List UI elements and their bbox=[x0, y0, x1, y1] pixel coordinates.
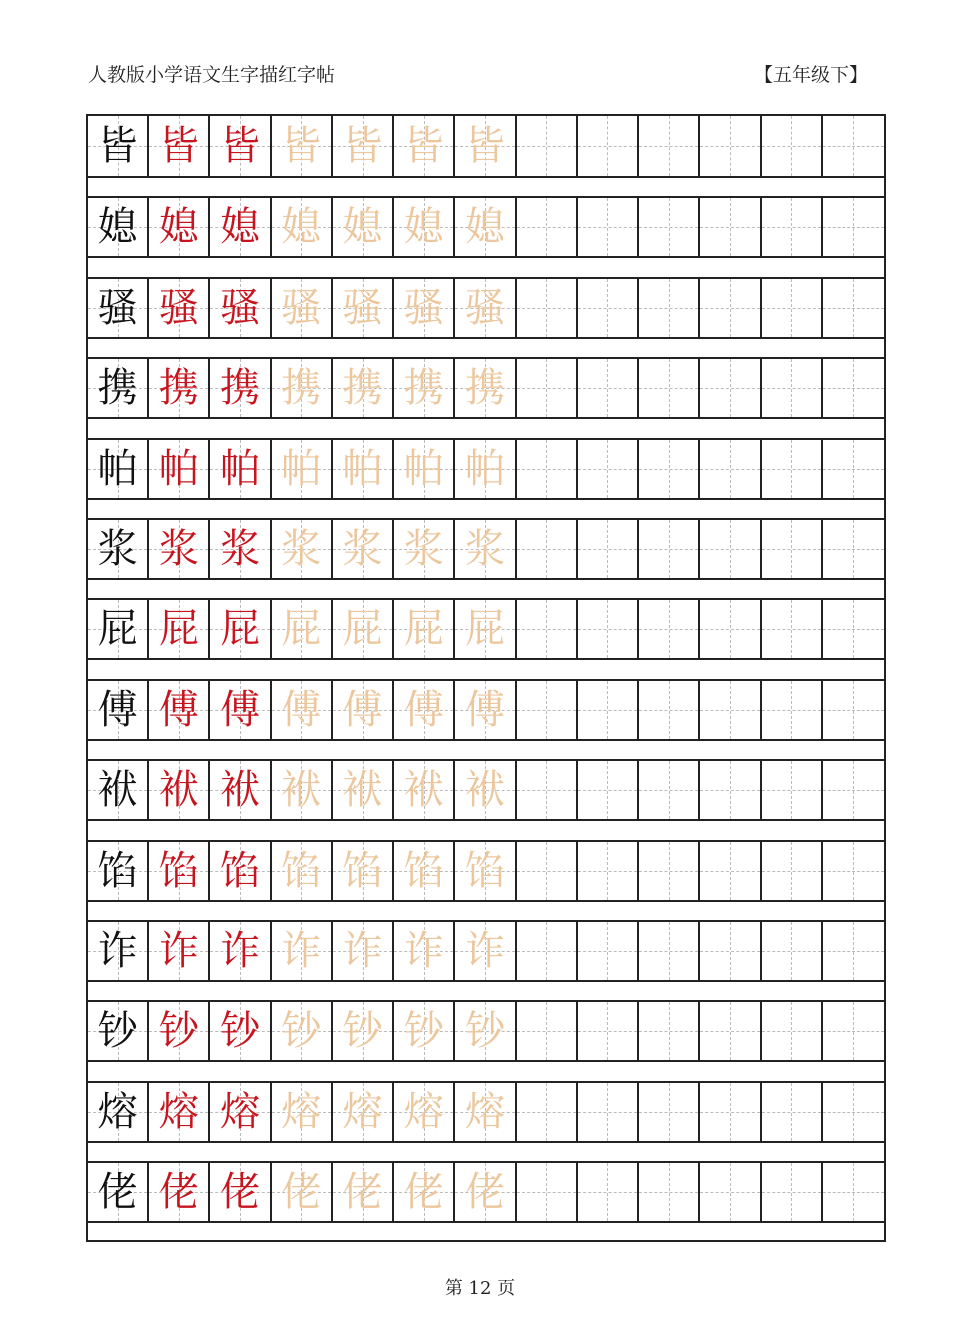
blank-practice-cell bbox=[639, 600, 700, 658]
character-glyph: 馅 bbox=[220, 847, 261, 894]
trace-char-cell bbox=[333, 1163, 394, 1221]
character-glyph: 携 bbox=[220, 365, 261, 412]
character-glyph: 携 bbox=[342, 365, 383, 412]
blank-practice-cell bbox=[517, 198, 578, 256]
character-glyph: 浆 bbox=[342, 526, 383, 572]
trace-char-cell bbox=[394, 761, 455, 819]
red-char-cell bbox=[149, 1163, 210, 1221]
character-glyph: 携 bbox=[281, 365, 322, 412]
model-char-cell bbox=[88, 359, 149, 417]
trace-char-cell bbox=[394, 520, 455, 578]
model-char-cell bbox=[88, 279, 149, 337]
trace-char-cell bbox=[394, 1083, 455, 1141]
practice-row bbox=[88, 277, 884, 339]
blank-practice-cell bbox=[762, 279, 823, 337]
blank-practice-cell bbox=[823, 198, 884, 256]
character-glyph: 帕 bbox=[97, 445, 138, 492]
character-glyph: 携 bbox=[97, 365, 138, 412]
practice-grid bbox=[86, 114, 886, 1242]
trace-char-cell bbox=[455, 681, 516, 739]
blank-practice-cell bbox=[700, 681, 761, 739]
character-glyph: 皆 bbox=[220, 123, 261, 169]
character-glyph: 傅 bbox=[342, 686, 383, 733]
character-glyph: 熔 bbox=[281, 1088, 322, 1135]
trace-char-cell bbox=[394, 198, 455, 256]
character-glyph: 钞 bbox=[97, 1008, 138, 1055]
character-glyph: 馅 bbox=[403, 847, 444, 894]
trace-char-cell bbox=[272, 440, 333, 498]
character-glyph: 屁 bbox=[220, 606, 261, 653]
trace-char-cell bbox=[455, 359, 516, 417]
blank-practice-cell bbox=[700, 1163, 761, 1221]
character-glyph: 皆 bbox=[464, 123, 505, 169]
practice-row bbox=[88, 518, 884, 580]
character-glyph: 袱 bbox=[158, 767, 199, 814]
character-glyph: 皆 bbox=[281, 123, 322, 169]
character-glyph: 媳 bbox=[464, 204, 505, 251]
blank-practice-cell bbox=[578, 600, 639, 658]
blank-practice-cell bbox=[639, 922, 700, 980]
trace-char-cell bbox=[333, 922, 394, 980]
trace-char-cell bbox=[455, 761, 516, 819]
character-glyph: 诈 bbox=[97, 928, 138, 974]
character-glyph: 皆 bbox=[403, 123, 444, 169]
blank-practice-cell bbox=[823, 520, 884, 578]
character-glyph: 浆 bbox=[158, 526, 199, 572]
trace-char-cell bbox=[394, 279, 455, 337]
character-glyph: 诈 bbox=[158, 928, 199, 974]
character-glyph: 浆 bbox=[403, 526, 444, 572]
red-char-cell bbox=[210, 198, 271, 256]
character-glyph: 诈 bbox=[342, 928, 383, 974]
blank-practice-cell bbox=[578, 922, 639, 980]
page-number: 第 12 页 bbox=[444, 1278, 516, 1299]
practice-row bbox=[88, 196, 884, 258]
practice-row bbox=[88, 598, 884, 660]
trace-char-cell bbox=[272, 198, 333, 256]
trace-char-cell bbox=[333, 1002, 394, 1060]
blank-practice-cell bbox=[700, 279, 761, 337]
blank-practice-cell bbox=[578, 440, 639, 498]
blank-practice-cell bbox=[823, 600, 884, 658]
character-glyph: 骚 bbox=[220, 284, 261, 331]
red-char-cell bbox=[210, 359, 271, 417]
blank-practice-cell bbox=[517, 1163, 578, 1221]
blank-practice-cell bbox=[762, 600, 823, 658]
red-char-cell bbox=[149, 1083, 210, 1141]
blank-practice-cell bbox=[517, 761, 578, 819]
character-glyph: 馅 bbox=[158, 847, 199, 894]
character-glyph: 佬 bbox=[97, 1169, 138, 1216]
trace-char-cell bbox=[333, 842, 394, 900]
character-glyph: 媳 bbox=[220, 204, 261, 251]
trace-char-cell bbox=[455, 922, 516, 980]
character-glyph: 屁 bbox=[158, 606, 199, 653]
blank-practice-cell bbox=[762, 842, 823, 900]
character-glyph: 袱 bbox=[281, 767, 322, 814]
blank-practice-cell bbox=[700, 600, 761, 658]
blank-practice-cell bbox=[517, 600, 578, 658]
red-char-cell bbox=[149, 761, 210, 819]
blank-practice-cell bbox=[578, 279, 639, 337]
blank-practice-cell bbox=[578, 681, 639, 739]
blank-practice-cell bbox=[700, 1002, 761, 1060]
blank-practice-cell bbox=[762, 359, 823, 417]
trace-char-cell bbox=[333, 116, 394, 176]
practice-row bbox=[88, 357, 884, 419]
red-char-cell bbox=[210, 279, 271, 337]
character-glyph: 屁 bbox=[464, 606, 505, 653]
blank-practice-cell bbox=[517, 440, 578, 498]
character-glyph: 馅 bbox=[281, 847, 322, 894]
practice-row bbox=[88, 1161, 884, 1223]
practice-row bbox=[88, 438, 884, 500]
blank-practice-cell bbox=[762, 922, 823, 980]
blank-practice-cell bbox=[823, 1002, 884, 1060]
trace-char-cell bbox=[272, 922, 333, 980]
red-char-cell bbox=[210, 1002, 271, 1060]
character-glyph: 媳 bbox=[158, 204, 199, 251]
blank-practice-cell bbox=[762, 1083, 823, 1141]
trace-char-cell bbox=[455, 842, 516, 900]
character-glyph: 携 bbox=[464, 365, 505, 412]
blank-practice-cell bbox=[700, 1083, 761, 1141]
trace-char-cell bbox=[333, 440, 394, 498]
trace-char-cell bbox=[272, 359, 333, 417]
practice-row bbox=[88, 679, 884, 741]
character-glyph: 骚 bbox=[281, 284, 322, 331]
blank-practice-cell bbox=[762, 681, 823, 739]
practice-row bbox=[88, 1000, 884, 1062]
trace-char-cell bbox=[455, 600, 516, 658]
model-char-cell bbox=[88, 1083, 149, 1141]
character-glyph: 傅 bbox=[97, 686, 138, 733]
red-char-cell bbox=[149, 922, 210, 980]
character-glyph: 帕 bbox=[220, 445, 261, 492]
trace-char-cell bbox=[333, 600, 394, 658]
character-glyph: 诈 bbox=[220, 928, 261, 974]
trace-char-cell bbox=[272, 1002, 333, 1060]
trace-char-cell bbox=[272, 761, 333, 819]
model-char-cell bbox=[88, 116, 149, 176]
character-glyph: 骚 bbox=[342, 284, 383, 331]
blank-practice-cell bbox=[578, 761, 639, 819]
character-glyph: 傅 bbox=[158, 686, 199, 733]
trace-char-cell bbox=[394, 922, 455, 980]
blank-practice-cell bbox=[700, 922, 761, 980]
character-glyph: 熔 bbox=[158, 1088, 199, 1135]
character-glyph: 帕 bbox=[158, 445, 199, 492]
red-char-cell bbox=[149, 520, 210, 578]
red-char-cell bbox=[210, 681, 271, 739]
blank-practice-cell bbox=[639, 116, 700, 176]
model-char-cell bbox=[88, 922, 149, 980]
blank-practice-cell bbox=[639, 279, 700, 337]
trace-char-cell bbox=[272, 279, 333, 337]
trace-char-cell bbox=[394, 116, 455, 176]
trace-char-cell bbox=[455, 1163, 516, 1221]
trace-char-cell bbox=[455, 440, 516, 498]
character-glyph: 熔 bbox=[342, 1088, 383, 1135]
red-char-cell bbox=[149, 681, 210, 739]
blank-practice-cell bbox=[823, 1163, 884, 1221]
trace-char-cell bbox=[455, 279, 516, 337]
blank-practice-cell bbox=[517, 520, 578, 578]
character-glyph: 袱 bbox=[464, 767, 505, 814]
blank-practice-cell bbox=[700, 116, 761, 176]
model-char-cell bbox=[88, 600, 149, 658]
character-glyph: 屁 bbox=[97, 606, 138, 653]
blank-practice-cell bbox=[578, 842, 639, 900]
character-glyph: 袱 bbox=[403, 767, 444, 814]
trace-char-cell bbox=[394, 359, 455, 417]
practice-row bbox=[88, 116, 884, 178]
trace-char-cell bbox=[272, 520, 333, 578]
character-glyph: 帕 bbox=[403, 445, 444, 492]
character-glyph: 屁 bbox=[403, 606, 444, 653]
red-char-cell bbox=[149, 116, 210, 176]
character-glyph: 钞 bbox=[464, 1008, 505, 1055]
character-glyph: 媳 bbox=[281, 204, 322, 251]
character-glyph: 馅 bbox=[97, 847, 138, 894]
blank-practice-cell bbox=[517, 359, 578, 417]
model-char-cell bbox=[88, 761, 149, 819]
character-glyph: 骚 bbox=[464, 284, 505, 331]
character-glyph: 袱 bbox=[97, 767, 138, 814]
red-char-cell bbox=[149, 359, 210, 417]
character-glyph: 熔 bbox=[97, 1088, 138, 1135]
model-char-cell bbox=[88, 1002, 149, 1060]
character-glyph: 傅 bbox=[220, 686, 261, 733]
red-char-cell bbox=[149, 1002, 210, 1060]
red-char-cell bbox=[210, 1083, 271, 1141]
trace-char-cell bbox=[394, 1002, 455, 1060]
character-glyph: 傅 bbox=[281, 686, 322, 733]
blank-practice-cell bbox=[578, 359, 639, 417]
blank-practice-cell bbox=[700, 440, 761, 498]
blank-practice-cell bbox=[762, 198, 823, 256]
blank-practice-cell bbox=[517, 922, 578, 980]
trace-char-cell bbox=[272, 116, 333, 176]
trace-char-cell bbox=[455, 198, 516, 256]
character-glyph: 馅 bbox=[342, 847, 383, 894]
character-glyph: 皆 bbox=[158, 123, 199, 169]
red-char-cell bbox=[210, 761, 271, 819]
blank-practice-cell bbox=[578, 1002, 639, 1060]
trace-char-cell bbox=[333, 761, 394, 819]
trace-char-cell bbox=[333, 681, 394, 739]
blank-practice-cell bbox=[517, 842, 578, 900]
trace-char-cell bbox=[272, 681, 333, 739]
character-glyph: 媳 bbox=[403, 204, 444, 251]
character-glyph: 骚 bbox=[158, 284, 199, 331]
character-glyph: 骚 bbox=[403, 284, 444, 331]
character-glyph: 馅 bbox=[464, 847, 505, 894]
character-glyph: 浆 bbox=[220, 526, 261, 572]
trace-char-cell bbox=[455, 520, 516, 578]
blank-practice-cell bbox=[823, 116, 884, 176]
character-glyph: 熔 bbox=[220, 1088, 261, 1135]
blank-practice-cell bbox=[762, 1002, 823, 1060]
character-glyph: 佬 bbox=[342, 1169, 383, 1216]
practice-row bbox=[88, 1081, 884, 1143]
trace-char-cell bbox=[272, 1163, 333, 1221]
blank-practice-cell bbox=[639, 440, 700, 498]
trace-char-cell bbox=[394, 1163, 455, 1221]
character-glyph: 屁 bbox=[342, 606, 383, 653]
trace-char-cell bbox=[333, 279, 394, 337]
blank-practice-cell bbox=[517, 279, 578, 337]
blank-practice-cell bbox=[517, 1083, 578, 1141]
character-glyph: 佬 bbox=[403, 1169, 444, 1216]
character-glyph: 钞 bbox=[158, 1008, 199, 1055]
header-title: 人教版小学语文生字描红字帖 bbox=[88, 64, 336, 86]
blank-practice-cell bbox=[700, 761, 761, 819]
blank-practice-cell bbox=[823, 842, 884, 900]
red-char-cell bbox=[149, 600, 210, 658]
blank-practice-cell bbox=[517, 681, 578, 739]
character-glyph: 熔 bbox=[464, 1088, 505, 1135]
red-char-cell bbox=[210, 922, 271, 980]
character-glyph: 骚 bbox=[97, 284, 138, 331]
blank-practice-cell bbox=[639, 198, 700, 256]
trace-char-cell bbox=[333, 1083, 394, 1141]
character-glyph: 皆 bbox=[342, 123, 383, 169]
character-glyph: 媳 bbox=[97, 204, 138, 251]
character-glyph: 携 bbox=[158, 365, 199, 412]
character-glyph: 浆 bbox=[281, 526, 322, 572]
trace-char-cell bbox=[394, 600, 455, 658]
character-glyph: 帕 bbox=[464, 445, 505, 492]
trace-char-cell bbox=[272, 600, 333, 658]
blank-practice-cell bbox=[639, 1002, 700, 1060]
model-char-cell bbox=[88, 842, 149, 900]
blank-practice-cell bbox=[578, 520, 639, 578]
practice-row bbox=[88, 759, 884, 821]
model-char-cell bbox=[88, 1163, 149, 1221]
character-glyph: 浆 bbox=[97, 526, 138, 572]
red-char-cell bbox=[210, 116, 271, 176]
character-glyph: 傅 bbox=[464, 686, 505, 733]
character-glyph: 钞 bbox=[220, 1008, 261, 1055]
character-glyph: 帕 bbox=[342, 445, 383, 492]
blank-practice-cell bbox=[578, 198, 639, 256]
character-glyph: 傅 bbox=[403, 686, 444, 733]
model-char-cell bbox=[88, 198, 149, 256]
blank-practice-cell bbox=[639, 1163, 700, 1221]
trace-char-cell bbox=[333, 198, 394, 256]
character-glyph: 屁 bbox=[281, 606, 322, 653]
character-glyph: 钞 bbox=[342, 1008, 383, 1055]
red-char-cell bbox=[149, 198, 210, 256]
character-glyph: 钞 bbox=[403, 1008, 444, 1055]
blank-practice-cell bbox=[762, 520, 823, 578]
blank-practice-cell bbox=[762, 440, 823, 498]
blank-practice-cell bbox=[823, 279, 884, 337]
blank-practice-cell bbox=[639, 681, 700, 739]
character-glyph: 帕 bbox=[281, 445, 322, 492]
trace-char-cell bbox=[455, 1002, 516, 1060]
character-glyph: 浆 bbox=[464, 526, 505, 572]
blank-practice-cell bbox=[517, 116, 578, 176]
red-char-cell bbox=[149, 842, 210, 900]
trace-char-cell bbox=[333, 520, 394, 578]
grade-label: 【五年级下】 bbox=[753, 64, 868, 86]
blank-practice-cell bbox=[578, 1163, 639, 1221]
blank-practice-cell bbox=[639, 359, 700, 417]
practice-row bbox=[88, 840, 884, 902]
blank-practice-cell bbox=[823, 922, 884, 980]
red-char-cell bbox=[210, 1163, 271, 1221]
character-glyph: 佬 bbox=[464, 1169, 505, 1216]
blank-practice-cell bbox=[823, 681, 884, 739]
practice-row bbox=[88, 920, 884, 982]
blank-practice-cell bbox=[700, 842, 761, 900]
character-glyph: 皆 bbox=[97, 123, 138, 169]
character-glyph: 袱 bbox=[220, 767, 261, 814]
blank-practice-cell bbox=[578, 1083, 639, 1141]
blank-practice-cell bbox=[639, 842, 700, 900]
character-glyph: 诈 bbox=[403, 928, 444, 974]
red-char-cell bbox=[210, 600, 271, 658]
red-char-cell bbox=[210, 842, 271, 900]
character-glyph: 诈 bbox=[464, 928, 505, 974]
blank-practice-cell bbox=[762, 1163, 823, 1221]
blank-practice-cell bbox=[578, 116, 639, 176]
trace-char-cell bbox=[394, 440, 455, 498]
trace-char-cell bbox=[272, 1083, 333, 1141]
model-char-cell bbox=[88, 681, 149, 739]
blank-practice-cell bbox=[762, 761, 823, 819]
model-char-cell bbox=[88, 440, 149, 498]
blank-practice-cell bbox=[639, 761, 700, 819]
character-glyph: 佬 bbox=[158, 1169, 199, 1216]
trace-char-cell bbox=[333, 359, 394, 417]
blank-practice-cell bbox=[823, 440, 884, 498]
blank-practice-cell bbox=[639, 520, 700, 578]
blank-practice-cell bbox=[762, 116, 823, 176]
blank-practice-cell bbox=[823, 1083, 884, 1141]
blank-practice-cell bbox=[700, 359, 761, 417]
character-glyph: 诈 bbox=[281, 928, 322, 974]
character-glyph: 熔 bbox=[403, 1088, 444, 1135]
character-glyph: 袱 bbox=[342, 767, 383, 814]
red-char-cell bbox=[149, 279, 210, 337]
blank-practice-cell bbox=[700, 520, 761, 578]
blank-practice-cell bbox=[700, 198, 761, 256]
red-char-cell bbox=[210, 520, 271, 578]
trace-char-cell bbox=[455, 1083, 516, 1141]
blank-practice-cell bbox=[823, 761, 884, 819]
character-glyph: 钞 bbox=[281, 1008, 322, 1055]
blank-practice-cell bbox=[823, 359, 884, 417]
blank-practice-cell bbox=[639, 1083, 700, 1141]
character-glyph: 媳 bbox=[342, 204, 383, 251]
character-glyph: 携 bbox=[403, 365, 444, 412]
red-char-cell bbox=[210, 440, 271, 498]
blank-practice-cell bbox=[517, 1002, 578, 1060]
trace-char-cell bbox=[455, 116, 516, 176]
character-glyph: 佬 bbox=[281, 1169, 322, 1216]
character-glyph: 佬 bbox=[220, 1169, 261, 1216]
trace-char-cell bbox=[394, 842, 455, 900]
model-char-cell bbox=[88, 520, 149, 578]
red-char-cell bbox=[149, 440, 210, 498]
trace-char-cell bbox=[272, 842, 333, 900]
trace-char-cell bbox=[394, 681, 455, 739]
